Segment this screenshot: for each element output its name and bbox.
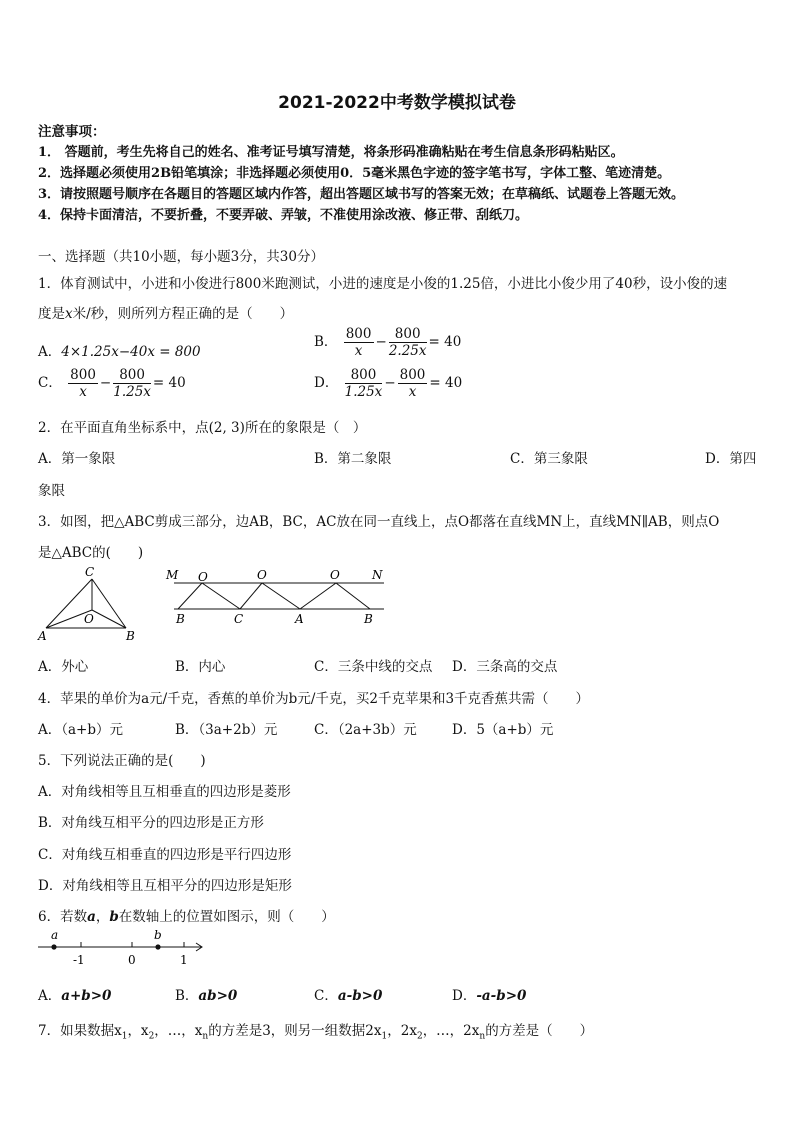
- q1-option-a-label: A．: [38, 344, 62, 360]
- q1-stem-text-end: 米/秒，则所列方程正确的是（ ）: [72, 306, 294, 322]
- q2-option-d: D．第四: [705, 451, 757, 467]
- notice-item-2: 2．选择题必须使用2B铅笔填涂；非选择题必须使用0．5毫米黑色字迹的签字笔书写，字体工整、笔迹清楚。: [38, 166, 671, 181]
- q1-option-c-label: C．: [38, 375, 62, 391]
- fig2-label-b2: B: [364, 612, 373, 626]
- fig2-label-o1: O: [198, 570, 208, 584]
- q6-var-b: b: [109, 909, 119, 925]
- fig2-label-m: M: [166, 568, 179, 582]
- q1-option-d-label: D．: [314, 375, 339, 391]
- q1-c-fraction-2: $\frac{800}{1.25x}$: [113, 367, 151, 400]
- fig2-label-o2: O: [257, 568, 267, 582]
- fig2-label-c: C: [234, 612, 244, 626]
- q1-stem-text: 度是: [38, 306, 65, 322]
- fig1-label-c: C: [85, 565, 95, 579]
- q1-d-fraction-1: $\frac{800}{1.25x}$: [344, 367, 383, 400]
- q6-option-c: C．a-b>0: [314, 988, 383, 1004]
- q3-option-b: B．内心: [175, 659, 226, 675]
- fig1-label-a: A: [38, 629, 47, 643]
- q5-option-a: A．对角线相等且互相垂直的四边形是菱形: [38, 784, 291, 800]
- q1-option-b-label: B．: [314, 334, 338, 350]
- q6-var-a: a: [87, 909, 96, 925]
- q6-option-b-expr: ab>0: [198, 988, 238, 1004]
- point-a: [51, 944, 56, 949]
- q1-stem-line2: [38, 302, 293, 322]
- q1-option-d: D． $\frac{800}{1.25x}$ − $\frac{800}{x}$ = 40: [314, 367, 463, 400]
- q6-option-c-expr: a-b>0: [337, 988, 383, 1004]
- axis-label-a: a: [51, 928, 59, 942]
- q1-option-a-expr: 4×1.25x−40x = 800: [61, 344, 201, 360]
- notice-heading: 注意事项：: [38, 124, 106, 140]
- axis-tick-0: 0: [128, 953, 136, 967]
- q2-option-c: C．第三象限: [510, 451, 588, 467]
- q3-stem-line1: 3．如图，把△ABC剪成三部分，边AB，BC，AC放在同一直线上，点O都落在直线MN上，直线MN∥AB，则点O: [38, 514, 720, 530]
- q3-triangle-figure: [30, 564, 150, 646]
- q3-stem-line2: 是△ABC的( ): [38, 545, 144, 561]
- page-title: 2021-2022中考数学模拟试卷: [278, 93, 516, 113]
- q1-option-c: C． $\frac{800}{x}$ − $\frac{800}{1.25x}$ = 40: [38, 367, 186, 400]
- q2-stem: 2．在平面直角坐标系中，点(2, 3)所在的象限是（ ）: [38, 420, 367, 436]
- q6-option-d-expr: -a-b>0: [476, 988, 527, 1004]
- q5-stem: 5．下列说法正确的是( ): [38, 753, 206, 769]
- q1-option-b: B． $\frac{800}{x}$ − $\frac{800}{2.25x}$ = 40: [314, 326, 462, 359]
- q4-option-b: B．（3a+2b）元: [175, 722, 278, 738]
- q1-d-fraction-2: $\frac{800}{x}$: [399, 367, 426, 400]
- q6-option-a-expr: a+b>0: [61, 988, 112, 1004]
- axis-tick-1: 1: [180, 953, 188, 967]
- fig2-label-b1: B: [176, 612, 185, 626]
- q3-option-c: C．三条中线的交点: [314, 659, 433, 675]
- notice-item-1: 1． 答题前，考生先将自己的姓名、准考证号填写清楚，将条形码准确粘贴在考生信息条形码粘贴区。: [38, 145, 624, 160]
- q6-stem: 6．若数a，b在数轴上的位置如图示，则（ ）: [38, 909, 335, 925]
- q2-option-a: A．第一象限: [38, 451, 116, 467]
- q4-stem: 4．苹果的单价为a元/千克，香蕉的单价为b元/千克，买2千克苹果和3千克香蕉共需（ ）: [38, 691, 590, 707]
- fig2-label-n: N: [372, 568, 383, 582]
- notice-item-3: 3．请按照题号顺序在各题目的答题区域内作答，超出答题区域书写的答案无效；在草稿纸、试题卷上答题无效。: [38, 187, 685, 202]
- q3-option-d: D．三条高的交点: [452, 659, 558, 675]
- q1-variable: x: [65, 306, 73, 322]
- axis-label-b: b: [154, 928, 162, 942]
- q1-b-fraction-1: $\frac{800}{x}$: [345, 326, 372, 359]
- q4-option-d: D．5（a+b）元: [452, 722, 554, 738]
- fig1-label-o: O: [84, 612, 94, 626]
- q4-option-c: C．（2a+3b）元: [314, 722, 417, 738]
- fig2-label-o3: O: [330, 568, 340, 582]
- section-heading: 一、选择题（共10小题，每小题3分，共30分）: [38, 249, 324, 265]
- q1-stem-line1: 1．体育测试中，小进和小俊进行800米跑测试，小进的速度是小俊的1.25倍，小进比小俊少用了40秒，设小俊的速: [38, 276, 728, 292]
- axis-tick-minus1: -1: [73, 953, 85, 967]
- q6-option-b: B．ab>0: [175, 988, 238, 1004]
- q7-stem: 7．如果数据$x_1$，$x_2$，…，$x_n$的方差是3，则另一组数据$2x_1$，$2x_2$，…，$2x_n$的方差是（ ）: [38, 1023, 594, 1042]
- q1-option-a: [38, 340, 201, 360]
- q1-c-fraction-1: $\frac{800}{x}$: [70, 367, 96, 400]
- q1-b-fraction-2: $\frac{800}{2.25x}$: [388, 326, 427, 359]
- q4-option-a: A．（a+b）元: [38, 722, 124, 738]
- q3-strip-figure: [160, 564, 400, 630]
- q5-option-b: B．对角线互相平分的四边形是正方形: [38, 815, 264, 831]
- point-b: [155, 944, 160, 949]
- q6-number-line: [34, 926, 209, 968]
- fig2-label-a: A: [295, 612, 304, 626]
- q5-option-c: C．对角线互相垂直的四边形是平行四边形: [38, 847, 292, 863]
- fig1-label-b: B: [126, 629, 135, 643]
- notice-item-4: 4．保持卡面清洁，不要折叠，不要弄破、弄皱，不准使用涂改液、修正带、刮纸刀。: [38, 208, 529, 223]
- q2-option-d-continued: 象限: [38, 483, 65, 499]
- q6-option-d: D．-a-b>0: [452, 988, 527, 1004]
- q2-option-b: B．第二象限: [314, 451, 392, 467]
- q6-option-a: A．a+b>0: [38, 988, 112, 1004]
- q3-option-a: A．外心: [38, 659, 89, 675]
- q5-option-d: D．对角线相等且互相平分的四边形是矩形: [38, 878, 292, 894]
